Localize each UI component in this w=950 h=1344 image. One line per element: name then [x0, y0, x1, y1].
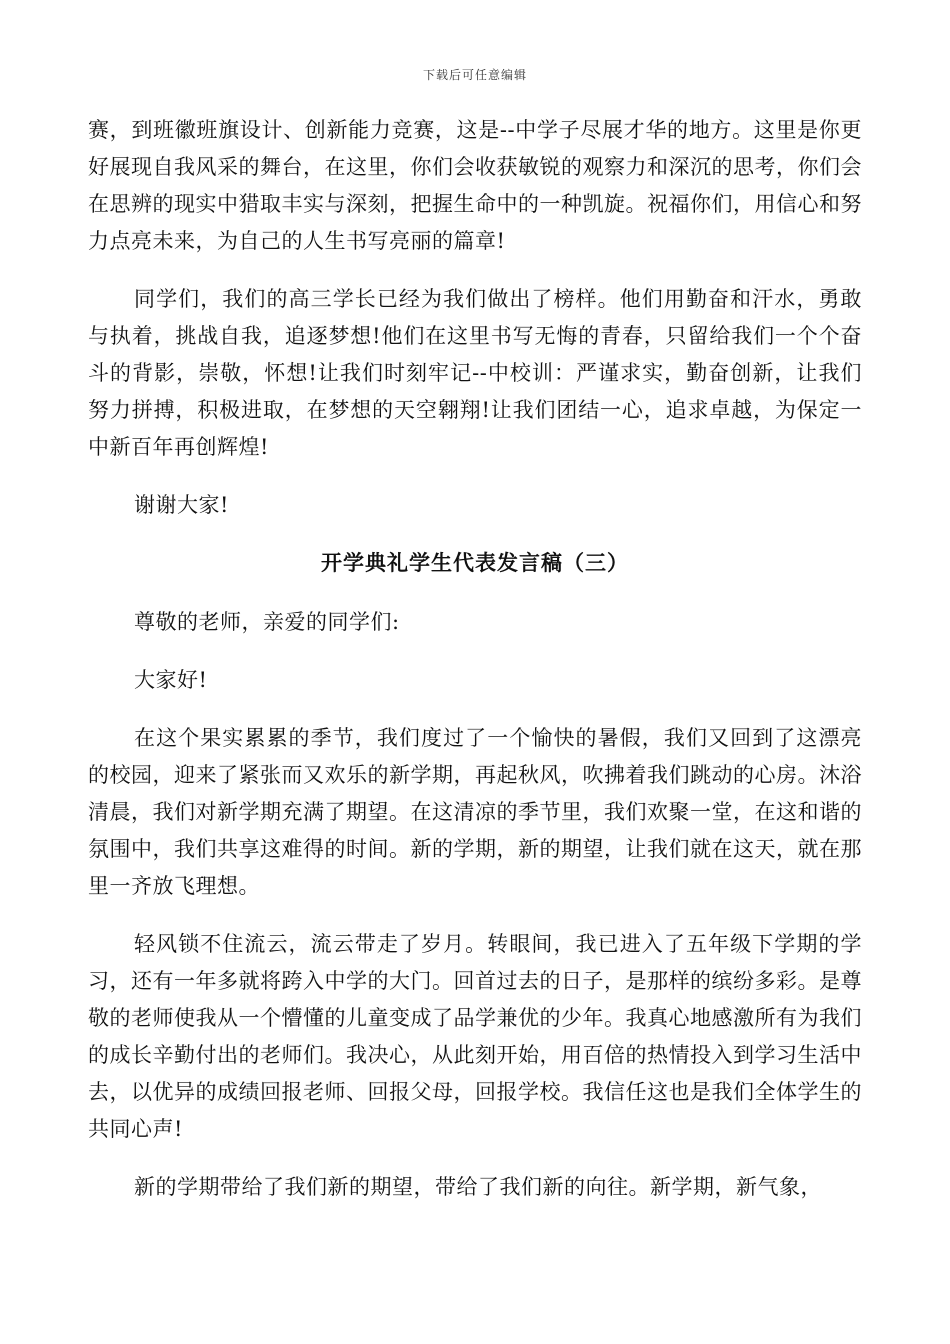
section-title: 开学典礼学生代表发言稿（三） — [321, 551, 629, 575]
document-body — [88, 112, 862, 1227]
paragraph-4: 轻风锁不住流云，流云带走了岁月。转眼间，我已进入了五年级下学期的学习，还有一年多就将跨入中学的大门。回首过去的日子，是那样的缤纷多彩。是尊敬的老师使我从一个懵懂的儿童变成了品学兼优的少年。我真心地感激所有为我们的成长辛勤付出的老师们。我决心，从此刻开始，用百倍的热情投入到学习生活中去，以优异的成绩回报老师、回报父母，回报学校。我信任这也是我们全体学生的共同心声! — [88, 932, 862, 1141]
greeting: 大家好! — [134, 668, 208, 692]
paragraph-1: 赛，到班徽班旗设计、创新能力竞赛，这是--中学子尽展才华的地方。这里是你更好展现自我风采的舞台，在这里，你们会收获敏锐的观察力和深沉的思考，你们会在思辨的现实中猎取丰实与深刻，把握生命中的一种凯旋。祝福你们，用信心和努力点亮未来，为自己的人生书写亮丽的篇章! — [88, 118, 862, 253]
paragraph-3: 在这个果实累累的季节，我们度过了一个愉快的暑假，我们又回到了这漂亮的校园，迎来了紧张而又欢乐的新学期，再起秋风，吹拂着我们跳动的心房。沐浴清晨，我们对新学期充满了期望。在这清凉的季节里，我们欢聚一堂，在这和谐的氛围中，我们共享这难得的时间。新的学期，新的期望，让我们就在这天，就在那里一齐放飞理想。 — [88, 726, 862, 898]
paragraph-5: 新的学期带给了我们新的期望，带给了我们新的向往。新学期，新气象， — [134, 1175, 822, 1199]
page-header-note: 下载后可任意编辑 — [422, 68, 527, 82]
paragraph-thanks: 谢谢大家! — [134, 493, 229, 517]
salutation: 尊敬的老师，亲爱的同学们: — [134, 610, 400, 634]
paragraph-2: 同学们，我们的高三学长已经为我们做出了榜样。他们用勤奋和汗水，勇敢与执着，挑战自我，追逐梦想!他们在这里书写无悔的青春，只留给我们一个个奋斗的背影，崇敬，怀想!让我们时刻牢记--中校训：严谨求实，勤奋创新，让我们努力拼搏，积极进取，在梦想的天空翱翔!让我们团结一心，追求卓越，为保定一中新百年再创辉煌! — [88, 287, 862, 459]
